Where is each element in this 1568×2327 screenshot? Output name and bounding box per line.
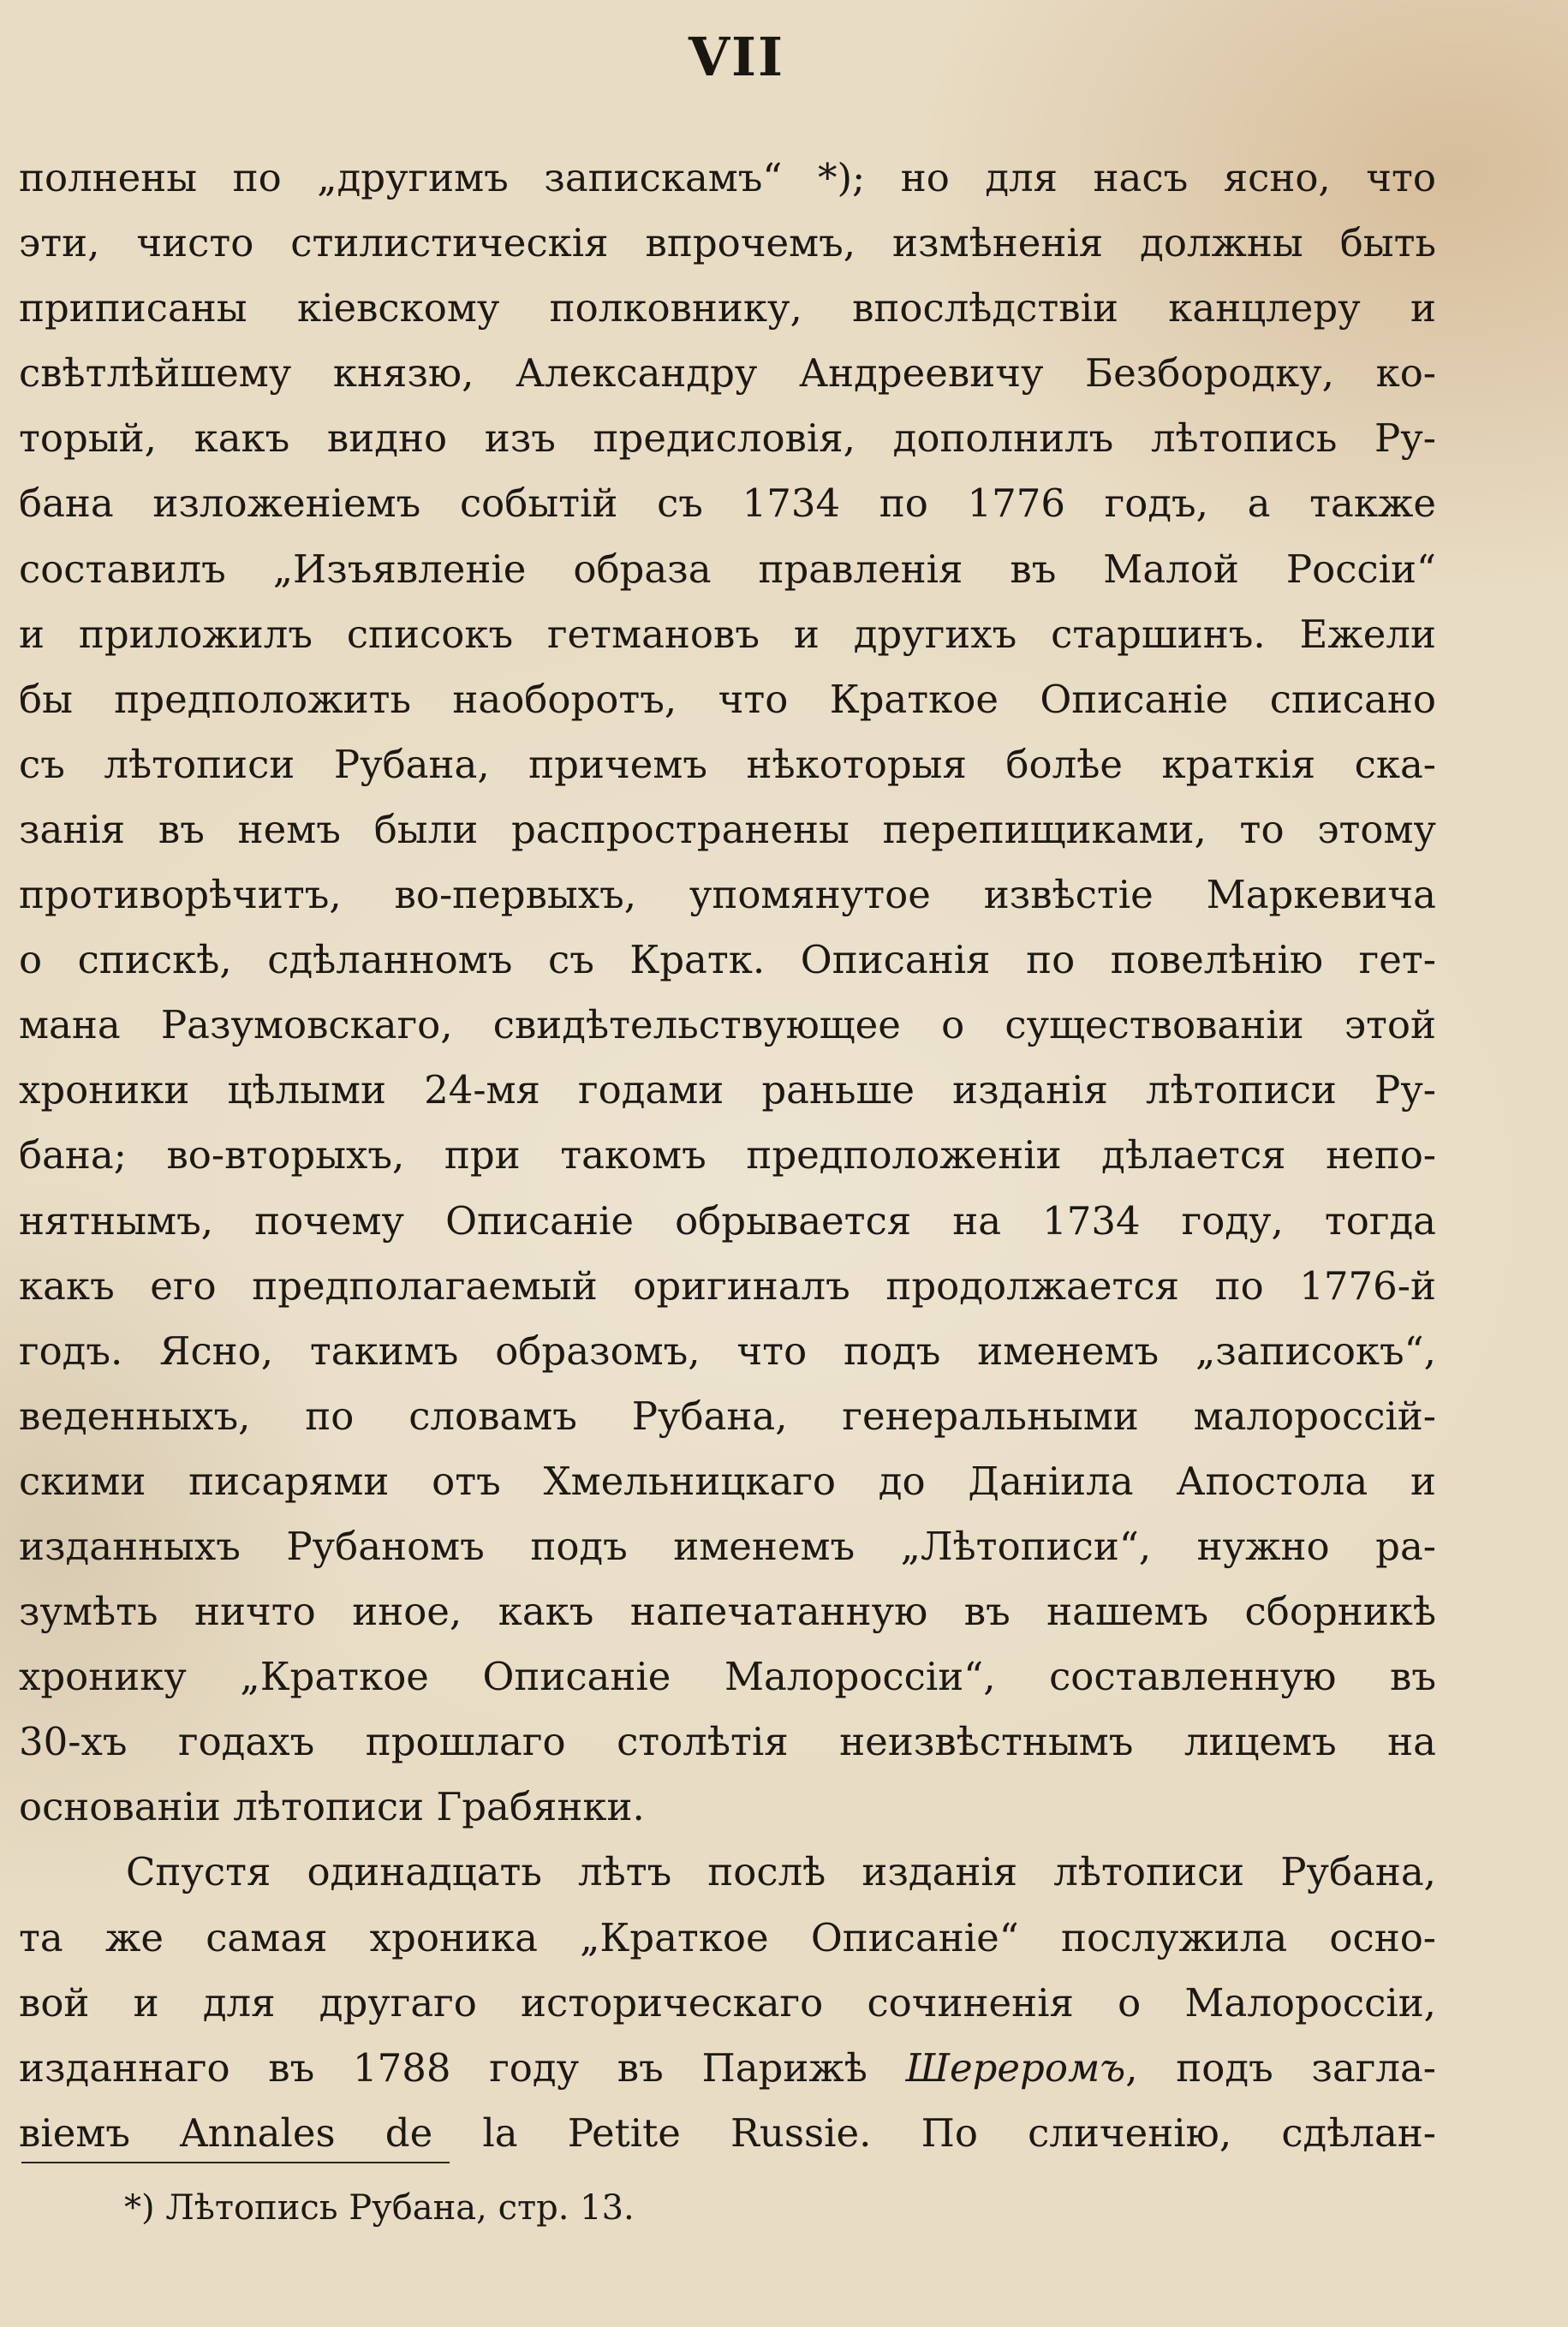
text-line: Спустя одинадцать лѣтъ послѣ изданія лѣтописи Рубана, [126, 1849, 1436, 1895]
text-line: годъ. Ясно, такимъ образомъ, что подъ именемъ „записокъ“, [19, 1328, 1436, 1374]
text-fragment: , подъ загла- [1125, 2044, 1436, 2091]
text-line: составилъ „Изъявленіе образа правленія въ Малой Россіи“ [19, 546, 1436, 592]
main-text [19, 146, 1436, 2166]
text-line: свѣтлѣйшему князю, Александру Андреевичу Безбородку, ко- [19, 350, 1436, 397]
text-line: торый, какъ видно изъ предисловія, дополнилъ лѣтопись Ру- [19, 415, 1436, 462]
text-line: противорѣчитъ, во-первыхъ, упомянутое извѣстіе Маркевича [19, 872, 1436, 918]
text-line: полнены по „другимъ запискамъ“ *); но для насъ ясно, что [19, 155, 1436, 200]
footnote: *) Лѣтопись Рубана, стр. 13. [124, 2188, 635, 2228]
text-line: занія въ немъ были распространены перепищиками, то этому [19, 806, 1436, 852]
text-fragment: изданнаго въ 1788 году въ Парижѣ [19, 2044, 906, 2091]
page-number: VII [688, 26, 785, 88]
text-line: бана изложеніемъ событій съ 1734 по 1776 годъ, а также [19, 480, 1436, 527]
text-line: скими писарями отъ Хмельницкаго до Даніила Апостола и [19, 1458, 1436, 1504]
text-line: хронику „Краткое Описаніе Малороссіи“, составленную въ [19, 1654, 1436, 1700]
text-line: зумѣть ничто иное, какъ напечатанную въ нашемъ сборникѣ [19, 1589, 1436, 1635]
text-line: бы предположить наоборотъ, что Краткое Описаніе списано [19, 676, 1436, 722]
text-line-with-name [19, 2036, 1436, 2101]
text-line: веденныхъ, по словамъ Рубана, генеральными малороссій- [19, 1393, 1436, 1439]
text-line: о спискѣ, сдѣланномъ съ Кратк. Описанія по повелѣнію гет- [19, 937, 1436, 983]
text-line: мана Разумовскаго, свидѣтельствующее о существованіи этой [19, 1002, 1436, 1048]
text-line: віемъ Annales de la Petite Russie. По сличенію, сдѣлан- [19, 2109, 1436, 2156]
text-line: эти, чисто стилистическія впрочемъ, измѣненія должны быть [19, 220, 1436, 266]
text-line: изданныхъ Рубаномъ подъ именемъ „Лѣтописи“, нужно ра- [19, 1523, 1436, 1569]
text-line: съ лѣтописи Рубана, причемъ нѣкоторыя болѣе краткія ска- [19, 741, 1436, 787]
text-line: та же самая хроника „Краткое Описаніе“ послужила осно- [19, 1914, 1436, 1960]
text-line: какъ его предполагаемый оригиналъ продолжается по 1776-й [19, 1262, 1436, 1309]
text-line: бана; во-вторыхъ, при такомъ предположеніи дѣлается непо- [19, 1132, 1436, 1178]
text-line: нятнымъ, почему Описаніе обрывается на 1734 году, тогда [19, 1197, 1436, 1244]
text-line: основаніи лѣтописи Грабянки. [19, 1784, 645, 1830]
text-line: вой и для другаго историческаго сочиненія о Малороссіи, [19, 1979, 1436, 2026]
text-line: 30-хъ годахъ прошлаго столѣтія неизвѣстнымъ лицемъ на [19, 1719, 1436, 1765]
footnote-divider [21, 2162, 450, 2163]
text-line: приписаны кіевскому полковнику, впослѣдствіи канцлеру и [19, 285, 1436, 331]
text-line: и приложилъ списокъ гетмановъ и другихъ старшинъ. Ежели [19, 611, 1436, 657]
text-line: хроники цѣлыми 24-мя годами раньше изданія лѣтописи Ру- [19, 1067, 1436, 1113]
author-name-italic: Шереромъ [905, 2044, 1126, 2091]
